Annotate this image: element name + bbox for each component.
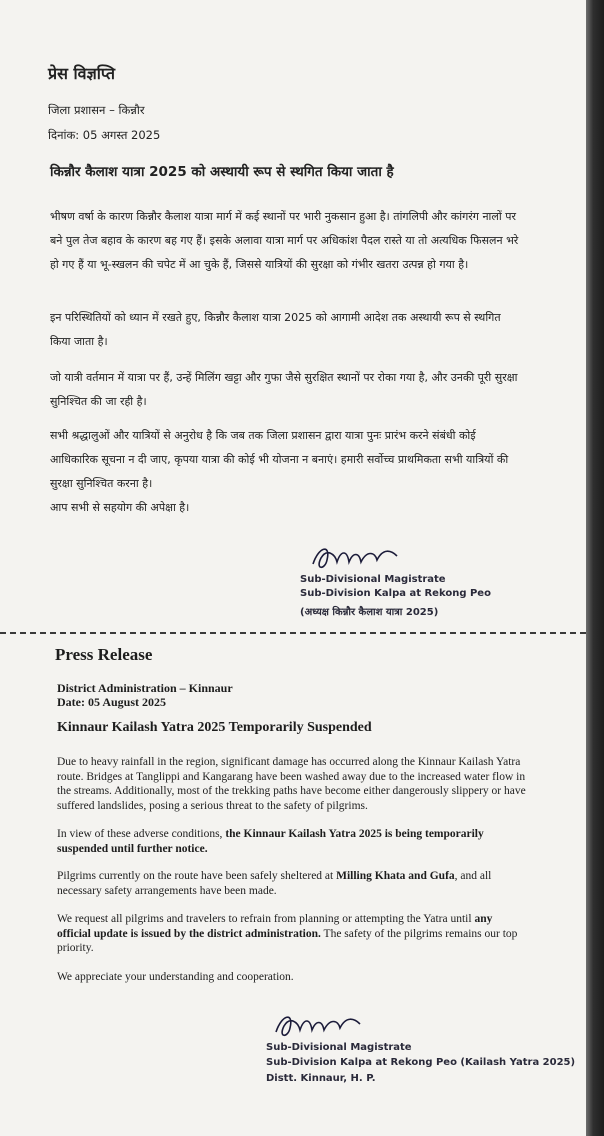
hindi-stamp-line-1: Sub-Divisional Magistrate xyxy=(300,574,446,585)
english-district: District Administration – Kinnaur xyxy=(57,681,233,695)
english-title: Press Release xyxy=(55,645,153,664)
english-heading: Kinnaur Kailash Yatra 2025 Temporarily Suspended xyxy=(57,720,372,735)
english-paragraph-4-bold: any official update is issued by the district administration. xyxy=(57,913,493,940)
english-signature xyxy=(268,1008,378,1044)
english-paragraph-1: Due to heavy rainfall in the region, significant damage has occurred along the Kinnaur Kailash Yatra route. Bridges at Tanglippi and Kangarang have been washed away due to the increased water flow in the streams. Additionally, most of the trekking paths have become either dangerously slippery or have suffered landslides, posing a serious threat to the safety of pilgrims. xyxy=(57,756,526,812)
english-stamp-line-3: Distt. Kinnaur, H. P. xyxy=(266,1073,376,1084)
english-paragraph-3 xyxy=(57,869,527,898)
english-paragraph-2 xyxy=(57,827,527,856)
hindi-stamp-line-2: Sub-Division Kalpa at Rekong Peo xyxy=(300,588,491,599)
english-paragraph-3-bold: Milling Khata and Gufa xyxy=(336,870,455,882)
hindi-paragraph-5: आप सभी से सहयोग की अपेक्षा है। xyxy=(50,501,190,514)
english-paragraph-4 xyxy=(57,912,527,956)
hindi-paragraph-3: जो यात्री वर्तमान में यात्रा पर हैं, उन्हें मिलिंग खट्टा और गुफा जैसे सुरक्षित स्थानों पर रोका गया है, और उनकी पूरी सुरक्षा सुनिश्चित की जा रही है। xyxy=(50,371,518,408)
hindi-date: दिनांक: 05 अगस्त 2025 xyxy=(48,128,161,142)
hindi-signature xyxy=(305,540,415,576)
hindi-paragraph-1: भीषण वर्षा के कारण किन्नौर कैलाश यात्रा मार्ग में कई स्थानों पर भारी नुकसान हुआ है। तांगलिपी और कांगरंग नालों पर बने पुल तेज बहाव के कारण बह गए हैं। इसके अलावा यात्रा मार्ग पर अधिकांश पैदल रास्ते या तो अत्यधिक फिसलन भरे हो गए हैं या भू-स्खलन की चपेट में आ चुके हैं, जिससे यात्रियों की सुरक्षा को गंभीर खतरा उत्पन्न हो गया है। xyxy=(50,210,519,271)
english-paragraph-5: We appreciate your understanding and cooperation. xyxy=(57,971,294,983)
hindi-stamp-line-3: (अध्यक्ष किन्नौर कैलाश यात्रा 2025) xyxy=(300,607,439,618)
hindi-paragraph-4: सभी श्रद्धालुओं और यात्रियों से अनुरोध है कि जब तक जिला प्रशासन द्वारा यात्रा पुनः प्रारंभ करने संबंधी कोई आधिकारिक सूचना न दी जाए, कृपया यात्रा की कोई भी योजना न बनाएं। हमारी सर्वोच्च प्राथमिकता सभी यात्रियों की सुरक्षा सुनिश्चित करना है। xyxy=(50,429,509,490)
hindi-heading: किन्नौर कैलाश यात्रा 2025 को अस्थायी रूप से स्थगित किया जाता है xyxy=(50,164,394,180)
english-paragraph-3-text-c: , and all necessary safety arrangements have been made. xyxy=(57,870,492,897)
page-edge-shadow xyxy=(586,0,604,1136)
english-stamp-line-1: Sub-Divisional Magistrate xyxy=(266,1042,412,1053)
section-divider xyxy=(0,632,586,634)
hindi-title: प्रेस विज्ञप्ति xyxy=(48,64,115,83)
english-paragraph-2-bold: the Kinnaur Kailash Yatra 2025 is being temporarily suspended until further notice. xyxy=(57,828,484,855)
english-paragraph-2-text: In view of these adverse conditions, xyxy=(57,828,226,840)
english-stamp-line-2: Sub-Division Kalpa at Rekong Peo (Kailash Yatra 2025) xyxy=(266,1057,576,1068)
hindi-district: जिला प्रशासन – किन्नौर xyxy=(48,103,145,117)
english-paragraph-3-text-a: Pilgrims currently on the route have been safely sheltered at xyxy=(57,870,337,882)
hindi-paragraph-2: इन परिस्थितियों को ध्यान में रखते हुए, किन्नौर कैलाश यात्रा 2025 को आगामी आदेश तक अस्थायी रूप से स्थगित किया जाता है। xyxy=(50,311,501,348)
english-paragraph-4-text-a: We request all pilgrims and travelers to refrain from planning or attempting the Yatra until xyxy=(57,913,475,925)
english-date: Date: 05 August 2025 xyxy=(57,695,167,709)
english-paragraph-4-text-c: The safety of the pilgrims remains our top priority. xyxy=(57,927,518,954)
